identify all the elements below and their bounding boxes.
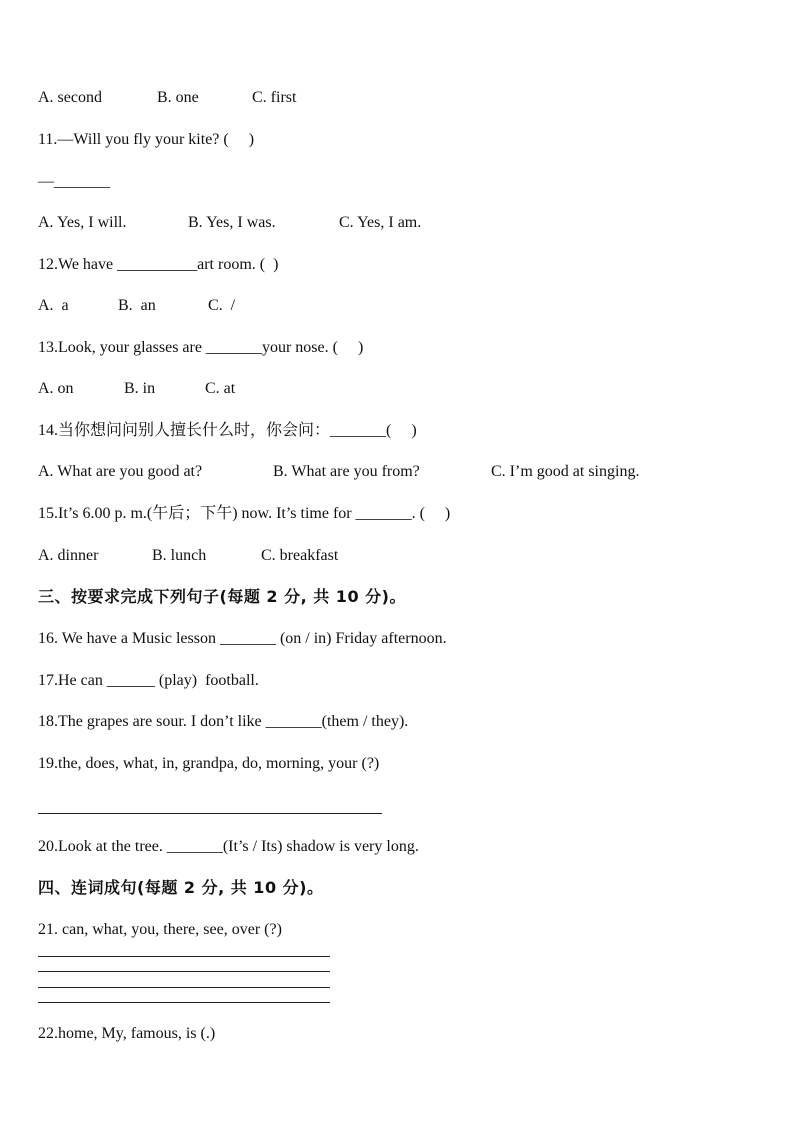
q19-answer-rule [38, 813, 382, 814]
q14-option-c: C. I’m good at singing. [491, 463, 640, 480]
q22-question: 22.home, My, famous, is (.) [38, 1025, 216, 1042]
q12-option-a: A. a [38, 297, 69, 314]
q10-option-b: B. one [157, 89, 199, 106]
q21-answer-rule-1 [38, 956, 330, 957]
q12-option-c: C. / [208, 297, 236, 314]
q11-option-c: C. Yes, I am. [339, 214, 422, 231]
q15-option-a: A. dinner [38, 547, 99, 564]
q15-question: 15.It’s 6.00 p. m.(午后；下午) now. It’s time for _______. ( ) [38, 505, 451, 522]
q13-option-c: C. at [205, 380, 236, 397]
q21-answer-rule-3 [38, 987, 330, 988]
q11-question: 11.—Will you fly your kite? ( ) [38, 131, 255, 148]
q21-answer-rule-4 [38, 1002, 330, 1003]
q13-option-a: A. on [38, 380, 74, 397]
q14-option-a: A. What are you good at? [38, 463, 203, 480]
q10-option-a: A. second [38, 89, 102, 106]
q13-option-b: B. in [124, 380, 156, 397]
q12-question: 12.We have __________art room. ( ) [38, 256, 279, 273]
q15-option-c: C. breakfast [261, 547, 339, 564]
q21-question: 21. can, what, you, there, see, over (?) [38, 921, 282, 938]
q14-question: 14.当你想问问别人擅长什么时，你会问：_______( ) [38, 422, 417, 439]
q12-option-b: B. an [118, 297, 156, 314]
q21-answer-rule-2 [38, 971, 330, 972]
q14-option-b: B. What are you from? [273, 463, 420, 480]
q11-option-b: B. Yes, I was. [188, 214, 276, 231]
q13-question: 13.Look, your glasses are _______your nose. ( ) [38, 339, 364, 356]
q18-question: 18.The grapes are sour. I don’t like _______(them / they). [38, 713, 409, 730]
q11-answer-line: —_______ [38, 173, 110, 190]
q17-question: 17.He can ______ (play) football. [38, 672, 259, 689]
q20-question: 20.Look at the tree. _______(It’s / Its) shadow is very long. [38, 838, 419, 855]
q10-option-c: C. first [252, 89, 297, 106]
q16-question: 16. We have a Music lesson _______ (on / in) Friday afternoon. [38, 630, 447, 647]
q11-option-a: A. Yes, I will. [38, 214, 127, 231]
q15-option-b: B. lunch [152, 547, 207, 564]
section-4-title: 四、连词成句(每题 2 分, 共 10 分)。 [38, 878, 324, 897]
q19-question: 19.the, does, what, in, grandpa, do, morning, your (?) [38, 755, 380, 772]
section-3-title: 三、按要求完成下列句子(每题 2 分, 共 10 分)。 [38, 587, 406, 606]
